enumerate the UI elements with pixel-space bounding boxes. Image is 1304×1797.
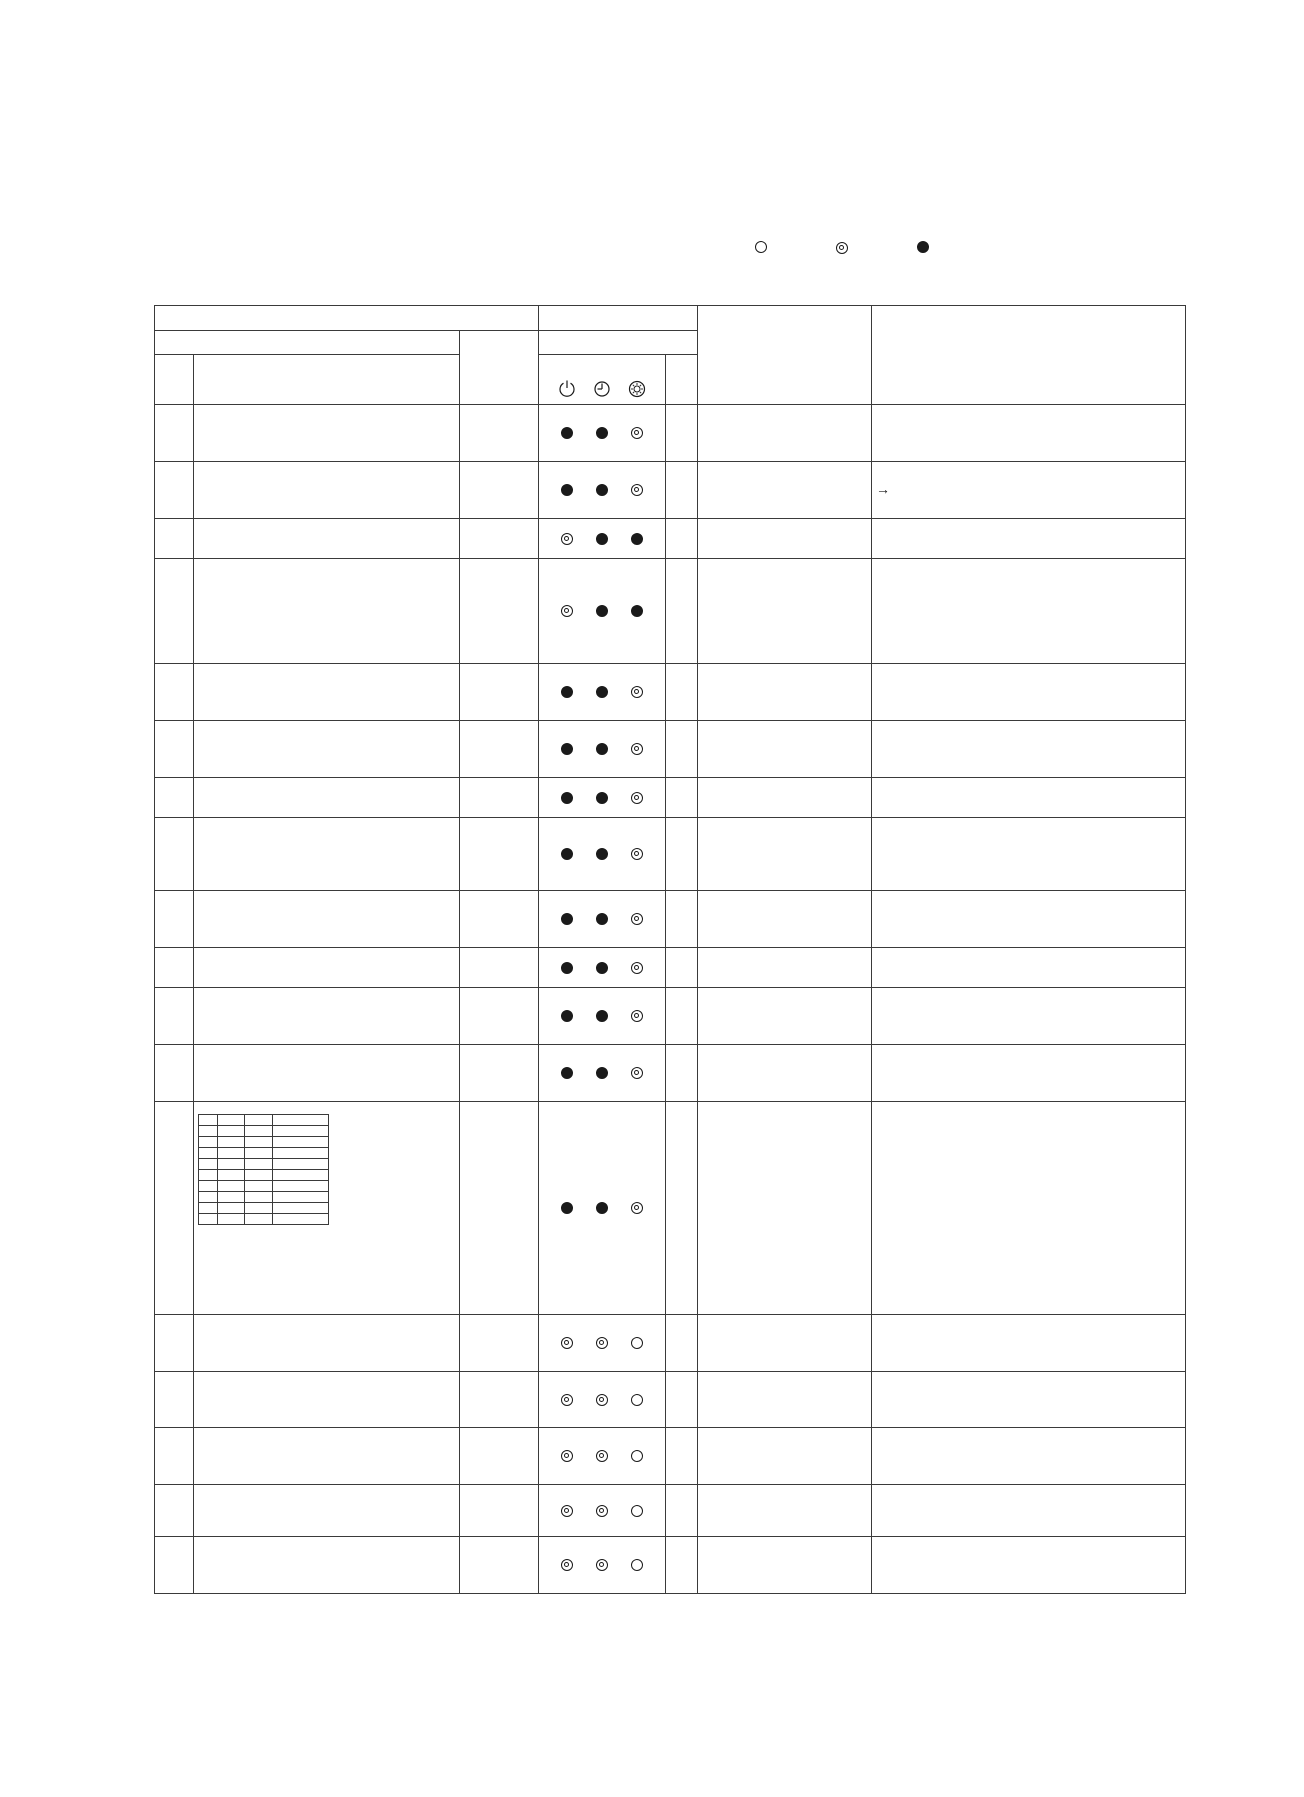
table-cell: [698, 664, 872, 721]
table-cell: [155, 1485, 194, 1537]
subtable-cell: [245, 1115, 273, 1126]
lamp-status-cell: [539, 818, 666, 891]
lamp-blink-icon: [631, 743, 643, 755]
lamp-status-cell: [539, 988, 666, 1045]
lamp-off-icon: [631, 1394, 643, 1406]
table-cell: [666, 519, 698, 559]
table-cell: [460, 818, 539, 891]
subtable-cell: [199, 1192, 218, 1203]
lamp-on-icon: [596, 848, 608, 860]
lamp-legend: [755, 241, 955, 261]
header-cell: [194, 355, 460, 405]
header-cell: [155, 306, 539, 331]
lamp-on-icon: [561, 743, 573, 755]
table-cell: [155, 778, 194, 818]
table-cell: [155, 1537, 194, 1594]
lamp-blink-icon: [631, 1202, 643, 1214]
table-cell: [666, 559, 698, 664]
lamp-blink-icon: [561, 1337, 573, 1349]
header-cell: [539, 306, 698, 331]
lamp-blink-icon: [561, 1394, 573, 1406]
table-cell: [155, 988, 194, 1045]
header-cell: [460, 331, 539, 405]
lamp-on-icon: [596, 913, 608, 925]
table-cell: [666, 1045, 698, 1102]
table-cell: [698, 1537, 872, 1594]
table-cell: [155, 1372, 194, 1428]
lamp-on-icon: [561, 1202, 573, 1214]
table-cell: [698, 1372, 872, 1428]
arrow-icon: →: [876, 481, 891, 497]
subtable-cell: [199, 1214, 218, 1225]
lamp-on-icon: [631, 605, 643, 617]
lamp-blink-icon: [631, 848, 643, 860]
table-cell: [194, 405, 460, 462]
table-row: [155, 559, 1186, 664]
table-cell: [666, 462, 698, 519]
table-cell: [155, 559, 194, 664]
table-row: [155, 405, 1186, 462]
subtable-cell: [245, 1203, 273, 1214]
subtable-cell: [245, 1181, 273, 1192]
lamp-blink-icon: [596, 1505, 608, 1517]
subtable-cell: [218, 1115, 245, 1126]
subtable-cell: [199, 1126, 218, 1137]
lamp-blink-icon: [561, 533, 573, 545]
lamp-on-icon: [596, 1067, 608, 1079]
table-cell: [872, 1372, 1186, 1428]
lamp-blink-icon: [561, 1559, 573, 1571]
table-row: [155, 664, 1186, 721]
lamp-status-cell: [539, 1485, 666, 1537]
table-row: [155, 891, 1186, 948]
lamp-blink-icon: [596, 1559, 608, 1571]
subtable-cell: [245, 1159, 273, 1170]
table-row: [155, 1372, 1186, 1428]
table-cell: [872, 559, 1186, 664]
table-cell: [872, 988, 1186, 1045]
table-cell: [460, 462, 539, 519]
header-row-1: [155, 306, 1186, 331]
subtable-cell: [273, 1192, 329, 1203]
operation-icon: [627, 378, 647, 398]
subtable-cell: [245, 1148, 273, 1159]
subtable-cell: [199, 1115, 218, 1126]
table-cell: [872, 1428, 1186, 1485]
lamp-on-icon: [561, 962, 573, 974]
header-cell: [155, 331, 460, 355]
table-cell: [194, 988, 460, 1045]
table-cell: [194, 664, 460, 721]
subtable-cell: [273, 1159, 329, 1170]
table-cell: [666, 988, 698, 1045]
subtable-cell: [218, 1170, 245, 1181]
table-cell: [872, 891, 1186, 948]
subtable-cell: [199, 1203, 218, 1214]
table-cell: [155, 519, 194, 559]
table-cell: [698, 891, 872, 948]
lamp-on-icon: [596, 533, 608, 545]
lamp-blink-icon: [631, 427, 643, 439]
table-cell: [666, 1315, 698, 1372]
lamp-on-icon: [917, 241, 929, 253]
lamp-blink-icon: [631, 1067, 643, 1079]
table-cell: [194, 778, 460, 818]
lamp-blink-icon: [631, 913, 643, 925]
table-cell: [666, 778, 698, 818]
table-cell: [872, 1315, 1186, 1372]
table-cell: [666, 1102, 698, 1315]
table-cell: [698, 1315, 872, 1372]
subtable-cell: [273, 1126, 329, 1137]
lamp-off-icon: [755, 241, 767, 253]
table-cell: [698, 405, 872, 462]
lamp-status-cell: [539, 1102, 666, 1315]
header-cell: [666, 355, 698, 405]
lamp-on-icon: [596, 1010, 608, 1022]
power-icon: [557, 378, 577, 398]
table-cell: [872, 778, 1186, 818]
table-cell: [666, 1428, 698, 1485]
table-cell: [460, 519, 539, 559]
table-cell: [666, 405, 698, 462]
subtable-cell: [273, 1203, 329, 1214]
table-cell: [698, 1045, 872, 1102]
diagnosis-table: [154, 305, 1186, 1594]
table-cell: [666, 1372, 698, 1428]
subtable-cell: [199, 1159, 218, 1170]
header-cell: [155, 355, 194, 405]
table-cell: [155, 1428, 194, 1485]
table-cell: [460, 1045, 539, 1102]
lamp-on-icon: [596, 686, 608, 698]
lamp-status-cell: [539, 1537, 666, 1594]
table-cell: [872, 405, 1186, 462]
table-cell: [460, 1428, 539, 1485]
lamp-on-icon: [596, 605, 608, 617]
lamp-on-icon: [596, 1202, 608, 1214]
table-row: [155, 462, 1186, 519]
table-cell: [698, 1428, 872, 1485]
lamp-status-cell: [539, 721, 666, 778]
lamp-off-icon: [631, 1505, 643, 1517]
subtable-cell: [273, 1181, 329, 1192]
subtable-cell: [218, 1181, 245, 1192]
lamp-blink-icon: [631, 484, 643, 496]
table-row: [155, 1537, 1186, 1594]
table-cell: [155, 1045, 194, 1102]
table-cell: [872, 818, 1186, 891]
table-cell: [666, 1485, 698, 1537]
table-cell: [194, 721, 460, 778]
subtable-cell: [245, 1170, 273, 1181]
lamp-blink-icon: [596, 1394, 608, 1406]
lamp-blink-icon: [561, 1450, 573, 1462]
lamp-status-cell: [539, 1372, 666, 1428]
subtable-cell: [199, 1181, 218, 1192]
table-cell: [194, 948, 460, 988]
table-cell: [460, 1485, 539, 1537]
table-cell: [155, 891, 194, 948]
lamp-status-cell: [539, 778, 666, 818]
table-cell: [698, 948, 872, 988]
table-row: [155, 988, 1186, 1045]
table-cell: [194, 462, 460, 519]
subtable-cell: [218, 1203, 245, 1214]
lamp-status-cell: [539, 1428, 666, 1485]
table-cell: [666, 664, 698, 721]
lamp-status-cell: [539, 891, 666, 948]
table-cell: [460, 1315, 539, 1372]
table-cell: [872, 462, 1186, 519]
lamp-on-icon: [596, 743, 608, 755]
lamp-on-icon: [561, 848, 573, 860]
embedded-subtable: [198, 1114, 329, 1225]
table-row: [155, 1428, 1186, 1485]
subtable-cell: [199, 1148, 218, 1159]
lamp-on-icon: [561, 484, 573, 496]
table-row: [155, 778, 1186, 818]
table-row: [155, 519, 1186, 559]
table-cell: [460, 1372, 539, 1428]
table-cell: [460, 948, 539, 988]
lamp-status-cell: [539, 1045, 666, 1102]
table-cell: [460, 664, 539, 721]
lamp-off-icon: [631, 1559, 643, 1571]
header-cell: [539, 331, 698, 355]
subtable-cell: [218, 1214, 245, 1225]
table-cell: [155, 948, 194, 988]
table-cell: [698, 1102, 872, 1315]
lamp-on-icon: [561, 1067, 573, 1079]
subtable-cell: [245, 1126, 273, 1137]
table-cell: [155, 405, 194, 462]
table-cell: [872, 519, 1186, 559]
table-cell: [698, 519, 872, 559]
table-cell: [666, 948, 698, 988]
table-cell: [155, 462, 194, 519]
table-cell: [155, 1102, 194, 1315]
subtable-cell: [218, 1192, 245, 1203]
table-cell: [155, 1315, 194, 1372]
table-cell: [155, 818, 194, 891]
lamp-on-icon: [596, 792, 608, 804]
table-cell: [194, 1045, 460, 1102]
subtable-cell: [273, 1148, 329, 1159]
table-cell: [460, 988, 539, 1045]
table-cell: [460, 721, 539, 778]
table-cell: [194, 1428, 460, 1485]
table-cell: [872, 1045, 1186, 1102]
table-cell: [194, 1485, 460, 1537]
table-cell: [155, 721, 194, 778]
table-row: [155, 1102, 1186, 1315]
lamp-status-cell: [539, 948, 666, 988]
lamp-blink-icon: [631, 962, 643, 974]
table-cell: [698, 559, 872, 664]
lamp-blink-icon: [836, 242, 848, 254]
table-cell: [460, 1102, 539, 1315]
subtable-cell: [218, 1126, 245, 1137]
header-cell: [872, 306, 1186, 405]
table-cell: [698, 1485, 872, 1537]
lamp-blink-icon: [631, 686, 643, 698]
lamp-blink-icon: [596, 1337, 608, 1349]
table-cell: [194, 1372, 460, 1428]
table-cell: [194, 1537, 460, 1594]
table-cell: [155, 664, 194, 721]
table-cell: [698, 778, 872, 818]
subtable-cell: [199, 1137, 218, 1148]
lamp-status-cell: [539, 1315, 666, 1372]
table-row: [155, 721, 1186, 778]
subtable-cell: [273, 1214, 329, 1225]
lamp-on-icon: [596, 484, 608, 496]
subtable-cell: [218, 1137, 245, 1148]
lamp-blink-icon: [596, 1450, 608, 1462]
lamp-icon-header: [539, 355, 666, 405]
subtable-cell: [218, 1148, 245, 1159]
lamp-blink-icon: [631, 792, 643, 804]
lamp-on-icon: [561, 792, 573, 804]
table-row: [155, 1045, 1186, 1102]
table-cell: [460, 559, 539, 664]
table-cell: [194, 559, 460, 664]
table-cell: [194, 519, 460, 559]
table-cell: [194, 818, 460, 891]
subtable-cell: [245, 1137, 273, 1148]
lamp-on-icon: [561, 1010, 573, 1022]
table-cell: [460, 778, 539, 818]
table-cell: [666, 721, 698, 778]
table-cell: [872, 948, 1186, 988]
table-cell: [872, 721, 1186, 778]
table-cell: [460, 891, 539, 948]
table-row: [155, 948, 1186, 988]
table-row: [155, 818, 1186, 891]
lamp-status-cell: [539, 664, 666, 721]
table-cell: [666, 1537, 698, 1594]
table-cell: [872, 1102, 1186, 1315]
subtable-cell: [218, 1159, 245, 1170]
subtable-cell: [273, 1170, 329, 1181]
table-cell: [194, 1102, 460, 1315]
table-cell: [872, 1485, 1186, 1537]
table-cell: [666, 818, 698, 891]
subtable-cell: [245, 1214, 273, 1225]
lamp-blink-icon: [631, 1010, 643, 1022]
table-cell: [666, 891, 698, 948]
lamp-on-icon: [596, 427, 608, 439]
lamp-blink-icon: [561, 1505, 573, 1517]
table-cell: [460, 1537, 539, 1594]
lamp-on-icon: [561, 686, 573, 698]
subtable-cell: [273, 1137, 329, 1148]
header-cell: [698, 306, 872, 405]
table-cell: [460, 405, 539, 462]
lamp-blink-icon: [561, 605, 573, 617]
lamp-status-cell: [539, 519, 666, 559]
lamp-on-icon: [561, 427, 573, 439]
subtable-cell: [245, 1192, 273, 1203]
lamp-on-icon: [561, 913, 573, 925]
subtable-cell: [273, 1115, 329, 1126]
table-row: [155, 1485, 1186, 1537]
lamp-status-cell: [539, 405, 666, 462]
lamp-off-icon: [631, 1450, 643, 1462]
lamp-status-cell: [539, 559, 666, 664]
lamp-off-icon: [631, 1337, 643, 1349]
lamp-status-cell: [539, 462, 666, 519]
table-row: [155, 1315, 1186, 1372]
lamp-on-icon: [596, 962, 608, 974]
lamp-on-icon: [631, 533, 643, 545]
table-cell: [872, 664, 1186, 721]
table-cell: [698, 988, 872, 1045]
table-cell: [698, 721, 872, 778]
table-cell: [698, 818, 872, 891]
table-cell: [698, 462, 872, 519]
table-cell: [872, 1537, 1186, 1594]
timer-icon: [592, 378, 612, 398]
table-cell: [194, 891, 460, 948]
subtable-cell: [199, 1170, 218, 1181]
table-cell: [194, 1315, 460, 1372]
